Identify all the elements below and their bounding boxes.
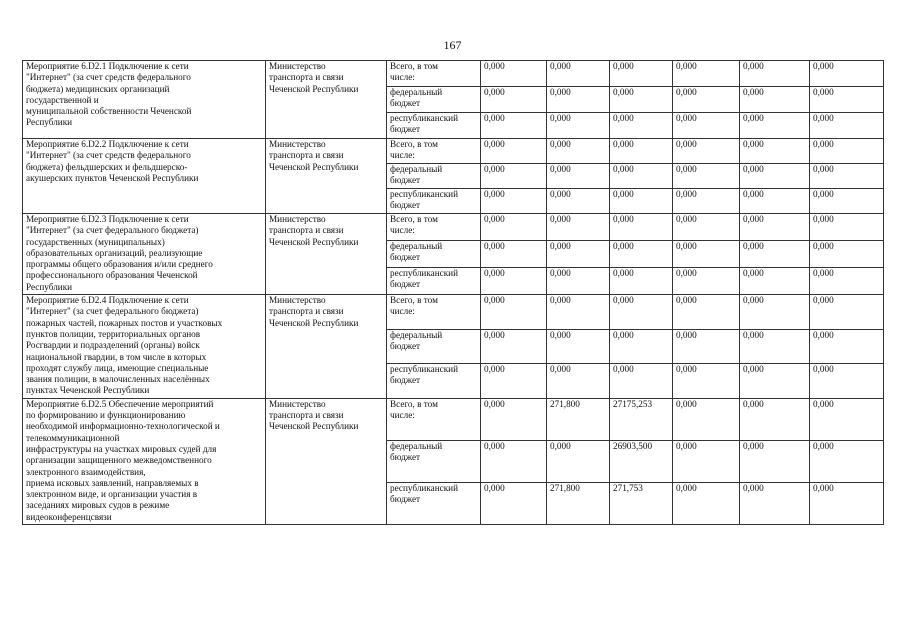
value-cell: 0,000 [610, 268, 673, 295]
value-cell: 0,000 [481, 139, 547, 164]
value-cell: 0,000 [547, 241, 610, 268]
value-cell: 0,000 [810, 113, 884, 139]
value-cell: 0,000 [610, 364, 673, 399]
value-cell: 0,000 [481, 87, 547, 113]
value-cell: 271,753 [610, 482, 673, 524]
value-cell: 0,000 [673, 398, 740, 440]
value-cell: 0,000 [673, 139, 740, 164]
value-cell: 0,000 [673, 113, 740, 139]
value-cell: 0,000 [481, 295, 547, 330]
value-cell: 0,000 [673, 482, 740, 524]
value-cell: 0,000 [673, 87, 740, 113]
value-cell: 0,000 [610, 87, 673, 113]
value-cell: 0,000 [740, 214, 810, 241]
table-row [23, 214, 884, 241]
funding-source-cell: республиканский бюджет [387, 268, 481, 295]
value-cell: 0,000 [673, 61, 740, 87]
funding-source-cell: федеральный бюджет [387, 329, 481, 364]
funding-source-cell: федеральный бюджет [387, 87, 481, 113]
value-cell: 0,000 [481, 214, 547, 241]
value-cell: 0,000 [610, 329, 673, 364]
value-cell: 0,000 [810, 364, 884, 399]
event-cell: Мероприятие 6.D2.3 Подключение к сети "Интернет" (за счет федерального бюджета) государственных (муниципальных) образовательных организаций, реализующие программы общего образования и/или среднего профессионального образования Чеченской Республики [23, 214, 266, 295]
value-cell: 0,000 [547, 268, 610, 295]
funding-source-cell: Всего, в том числе: [387, 398, 481, 440]
funding-source-cell: федеральный бюджет [387, 164, 481, 189]
table-row [23, 398, 884, 440]
funding-source-cell: федеральный бюджет [387, 440, 481, 482]
ministry-cell: Министерство транспорта и связи Чеченской Республики [266, 398, 387, 524]
value-cell: 0,000 [481, 164, 547, 189]
value-cell: 0,000 [673, 268, 740, 295]
value-cell: 0,000 [810, 87, 884, 113]
value-cell: 0,000 [810, 482, 884, 524]
value-cell: 0,000 [740, 364, 810, 399]
value-cell: 0,000 [810, 268, 884, 295]
funding-source-cell: Всего, в том числе: [387, 139, 481, 164]
funding-source-cell: Всего, в том числе: [387, 61, 481, 87]
funding-source-cell: республиканский бюджет [387, 189, 481, 214]
value-cell: 0,000 [740, 61, 810, 87]
value-cell: 26903,500 [610, 440, 673, 482]
value-cell: 0,000 [610, 214, 673, 241]
ministry-cell: Министерство транспорта и связи Чеченской Республики [266, 214, 387, 295]
value-cell: 0,000 [481, 440, 547, 482]
value-cell: 0,000 [740, 482, 810, 524]
event-cell: Мероприятие 6.D2.5 Обеспечение мероприятий по формированию и функционированию необходимой информационно-технологической и телекоммуникационной инфраструктуры на участках мировых судей для организации защищенного межведомственного электронного взаимодействия, приема исковых заявлений, направляемых в электронном виде, и организации участия в заседаниях мировых судов в режиме видеоконференцсвязи [23, 398, 266, 524]
value-cell: 0,000 [481, 113, 547, 139]
value-cell: 0,000 [610, 295, 673, 330]
value-cell: 0,000 [547, 440, 610, 482]
value-cell: 0,000 [481, 268, 547, 295]
funding-source-cell: Всего, в том числе: [387, 214, 481, 241]
table-row [23, 139, 884, 164]
value-cell: 0,000 [740, 189, 810, 214]
table-row [23, 61, 884, 87]
page-number: 167 [443, 38, 462, 52]
value-cell: 0,000 [673, 164, 740, 189]
value-cell: 0,000 [673, 329, 740, 364]
value-cell: 0,000 [481, 398, 547, 440]
value-cell: 0,000 [547, 189, 610, 214]
value-cell: 0,000 [810, 164, 884, 189]
ministry-cell: Министерство транспорта и связи Чеченской Республики [266, 139, 387, 214]
value-cell: 0,000 [547, 139, 610, 164]
funding-source-cell: республиканский бюджет [387, 482, 481, 524]
funding-source-cell: федеральный бюджет [387, 241, 481, 268]
value-cell: 0,000 [810, 440, 884, 482]
value-cell: 0,000 [481, 61, 547, 87]
value-cell: 0,000 [481, 329, 547, 364]
value-cell: 0,000 [610, 61, 673, 87]
value-cell: 0,000 [547, 113, 610, 139]
value-cell: 0,000 [547, 87, 610, 113]
ministry-cell: Министерство транспорта и связи Чеченской Республики [266, 61, 387, 139]
value-cell: 0,000 [740, 113, 810, 139]
value-cell: 0,000 [810, 214, 884, 241]
value-cell: 0,000 [810, 189, 884, 214]
value-cell: 271,800 [547, 482, 610, 524]
value-cell: 0,000 [610, 164, 673, 189]
value-cell: 0,000 [673, 214, 740, 241]
value-cell: 0,000 [740, 241, 810, 268]
funding-source-cell: республиканский бюджет [387, 364, 481, 399]
value-cell: 0,000 [610, 241, 673, 268]
value-cell: 0,000 [810, 329, 884, 364]
value-cell: 0,000 [673, 364, 740, 399]
value-cell: 0,000 [740, 440, 810, 482]
value-cell: 0,000 [547, 61, 610, 87]
value-cell: 0,000 [481, 364, 547, 399]
value-cell: 0,000 [810, 398, 884, 440]
value-cell: 0,000 [740, 295, 810, 330]
budget-table [22, 60, 884, 525]
value-cell: 0,000 [610, 139, 673, 164]
ministry-cell: Министерство транспорта и связи Чеченской Республики [266, 295, 387, 399]
value-cell: 27175,253 [610, 398, 673, 440]
value-cell: 0,000 [547, 329, 610, 364]
value-cell: 0,000 [740, 164, 810, 189]
value-cell: 0,000 [547, 364, 610, 399]
value-cell: 0,000 [481, 482, 547, 524]
value-cell: 0,000 [673, 189, 740, 214]
table-row [23, 295, 884, 330]
value-cell: 0,000 [547, 164, 610, 189]
value-cell: 271,800 [547, 398, 610, 440]
value-cell: 0,000 [810, 241, 884, 268]
value-cell: 0,000 [673, 440, 740, 482]
value-cell: 0,000 [673, 295, 740, 330]
value-cell: 0,000 [740, 268, 810, 295]
funding-source-cell: республиканский бюджет [387, 113, 481, 139]
value-cell: 0,000 [740, 398, 810, 440]
value-cell: 0,000 [610, 189, 673, 214]
funding-source-cell: Всего, в том числе: [387, 295, 481, 330]
value-cell: 0,000 [610, 113, 673, 139]
event-cell: Мероприятие 6.D2.1 Подключение к сети "Интернет" (за счет средств федерального бюджета) медицинских организаций государственной и муниципальной собственности Чеченской Республики [23, 61, 266, 139]
value-cell: 0,000 [740, 87, 810, 113]
value-cell: 0,000 [810, 139, 884, 164]
value-cell: 0,000 [481, 241, 547, 268]
value-cell: 0,000 [481, 189, 547, 214]
value-cell: 0,000 [740, 329, 810, 364]
value-cell: 0,000 [810, 61, 884, 87]
table-body [23, 61, 884, 525]
value-cell: 0,000 [547, 295, 610, 330]
value-cell: 0,000 [547, 214, 610, 241]
value-cell: 0,000 [673, 241, 740, 268]
event-cell: Мероприятие 6.D2.2 Подключение к сети "Интернет" (за счет средств федерального бюджета) фельдшерских и фельдшерско- акушерских пунктов Чеченской Республики [23, 139, 266, 214]
event-cell: Мероприятие 6.D2.4 Подключение к сети "Интернет" (за счет федерального бюджета) пожарных частей, пожарных постов и участковых пунктов полиции, территориальных органов Росгвардии и подразделений (органы) войск национальной гвардии, в том числе в которых проходят службу лица, имеющие специальные звания полиции, в малочисленных населённых пунктах Чеченской Республики [23, 295, 266, 399]
value-cell: 0,000 [740, 139, 810, 164]
value-cell: 0,000 [810, 295, 884, 330]
